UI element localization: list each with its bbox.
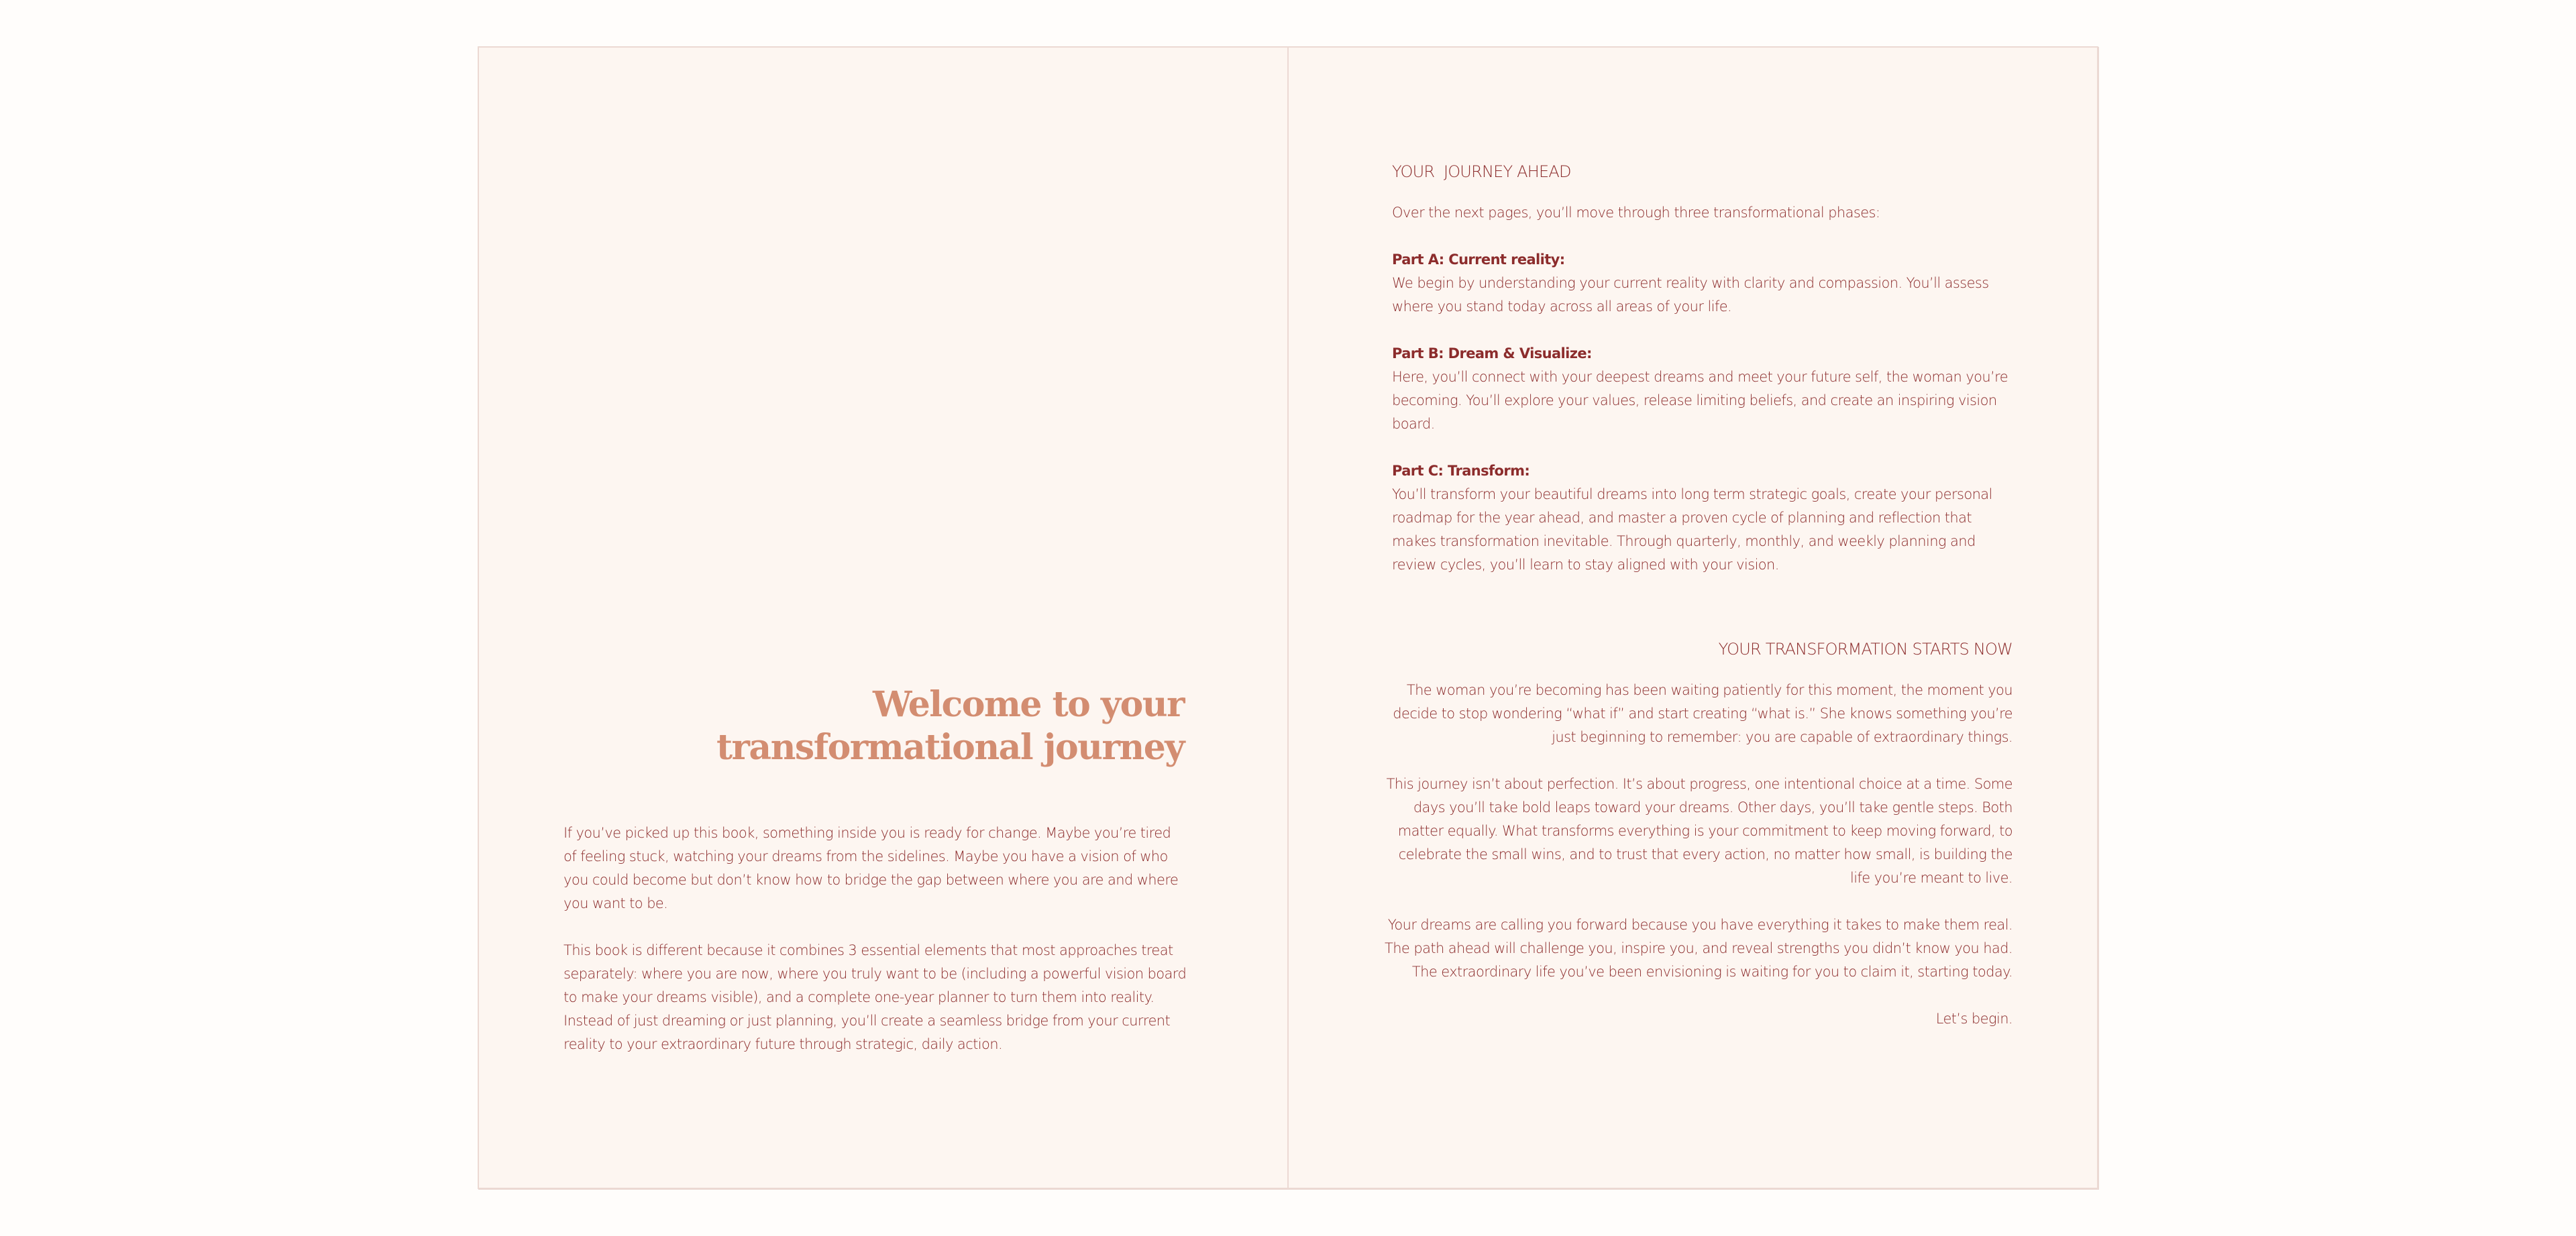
welcome-body: [564, 822, 1187, 1080]
part-c-text: You’ll transform your beautiful dreams into long term strategic goals, create your personal roadmap for the year ahead, and master a proven cycle of planning and reflection that makes transformation inevitable. Through quarterly, monthly, and weekly planning and review cycles, you’ll learn to stay aligned with your vision.: [1392, 486, 1992, 573]
part-c: [1392, 459, 2016, 577]
journey-ahead-section: [1392, 160, 2016, 600]
transformation-heading: YOUR TRANSFORMATION STARTS NOW: [1718, 640, 2012, 659]
welcome-paragraph: If you’ve picked up this book, something inside you is ready for change. Maybe you’re tired of feeling stuck, watching your dreams from the sidelines. Maybe you have a vision of who you could become but don’t know how to bridge the gap between where you are and where you want to be.: [564, 825, 1179, 911]
part-b: [1392, 342, 2016, 436]
sign-off: Let’s begin.: [1935, 1011, 2012, 1027]
closing-paragraph: The woman you’re becoming has been waiting patiently for this moment, the moment you decide to stop wondering “what if” and start creating “what is.” She knows something you’re just beginning to remember: you are capable of extraordinary things.: [1393, 682, 2012, 745]
journey-intro: Over the next pages, you’ll move through three transformational phases:: [1392, 205, 1880, 221]
part-b-text: Here, you’ll connect with your deepest dreams and meet your future self, the woman you’re becoming. You’ll explore your values, release limiting beliefs, and create an inspiring vision board.: [1392, 369, 2008, 432]
part-a-text: We begin by understanding your current reality with clarity and compassion. You’ll assess where you stand today across all areas of your life.: [1392, 275, 1989, 315]
journey-ahead-heading: YOUR JOURNEY AHEAD: [1392, 162, 1571, 181]
welcome-title-line-1: Welcome to your: [873, 684, 1184, 725]
welcome-title: [580, 683, 1184, 769]
book-spread: [478, 46, 2098, 1189]
welcome-title-line-2: transformational journey: [716, 727, 1184, 768]
part-c-title: Part C: Transform:: [1392, 463, 1530, 479]
closing-paragraph: This journey isn’t about perfection. It’s about progress, one intentional choice at a time. Some days you’ll take bold leaps toward your dreams. Other days, you’ll take gentle steps. Both matter equally. What transforms everything is your commitment to keep moving forward, to celebrate the small wins, and to trust that every action, no matter how small, is building the life you’re meant to live.: [1386, 776, 2012, 886]
right-page: [1288, 46, 2098, 1189]
part-a: [1392, 248, 2016, 319]
welcome-paragraph: This book is different because it combines 3 essential elements that most approaches treat separately: where you are now, where you truly want to be (including a powerful vision board to make your dreams visible), and a complete one-year planner to turn them into reality. Instead of just dreaming or just planning, you’ll create a seamless bridge from your current reality to your extraordinary future through strategic, daily action.: [564, 942, 1187, 1052]
part-a-title: Part A: Current reality:: [1392, 251, 1565, 268]
left-page: [478, 46, 1288, 1189]
closing-paragraph: Your dreams are calling you forward because you have everything it takes to make them real. The path ahead will challenge you, inspire you, and reveal strengths you didn’t know you had. The extraordinary life you’ve been envisioning is waiting for you to claim it, starting today.: [1385, 917, 2012, 980]
transformation-section: [1382, 638, 2012, 1054]
part-b-title: Part B: Dream & Visualize:: [1392, 345, 1592, 361]
